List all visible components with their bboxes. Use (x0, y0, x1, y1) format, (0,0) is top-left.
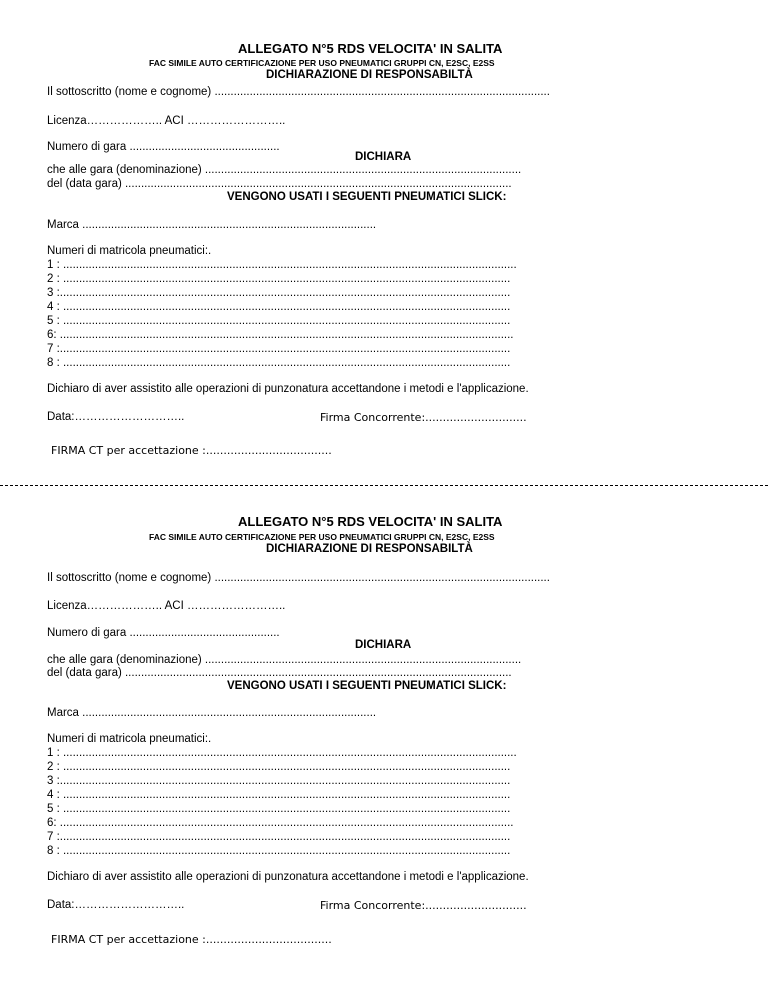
matricola-line: 8 : ............................................................................................................................................ (47, 845, 511, 857)
matricola-line: 3 :............................................................................................................................................. (47, 287, 511, 299)
cut-line-divider (0, 485, 768, 486)
form-title: ALLEGATO N°5 RDS VELOCITA' IN SALITA (238, 41, 503, 56)
form-heading: DICHIARAZIONE DI RESPONSABILTÀ (266, 543, 473, 555)
form-subtitle: FAC SIMILE AUTO CERTIFICAZIONE PER USO PNEUMATICI GRUPPI CN, E2SC, E2SS (149, 58, 495, 68)
sottoscritto-line: Il sottoscritto (nome e cognome) ......................................................................................................... (47, 86, 550, 98)
matricola-line: 8 : ............................................................................................................................................ (47, 357, 511, 369)
matricola-line: 2 : ............................................................................................................................................ (47, 761, 511, 773)
dichiara-heading: DICHIARA (355, 151, 412, 163)
vengono-heading: VENGONO USATI I SEGUENTI PNEUMATICI SLICK: (227, 191, 507, 203)
firma-ct-line: FIRMA CT per accettazione :.................................... (51, 444, 332, 457)
matricola-line: 2 : ............................................................................................................................................ (47, 273, 511, 285)
matricola-line: 6: .............................................................................................................................................. (47, 329, 514, 341)
form-title: ALLEGATO N°5 RDS VELOCITA' IN SALITA (238, 514, 503, 529)
sottoscritto-line: Il sottoscritto (nome e cognome) ......................................................................................................... (47, 572, 550, 584)
matricola-line: 1 : .............................................................................................................................................. (47, 259, 517, 271)
form-heading: DICHIARAZIONE DI RESPONSABILTÀ (266, 69, 473, 81)
dichiara-heading: DICHIARA (355, 639, 412, 651)
licenza-line: Licenza……………….. ACI …………………….. (47, 600, 286, 612)
matricola-line: 4 : ............................................................................................................................................ (47, 301, 511, 313)
matricola-line: 5 : ............................................................................................................................................ (47, 803, 511, 815)
gara-denominazione-line: che alle gara (denominazione) ................................................................................................... (47, 654, 522, 666)
data-gara-line: del (data gara) ......................................................................................................................... (47, 667, 512, 679)
data-gara-line: del (data gara) ......................................................................................................................... (47, 178, 512, 190)
matricola-line: 1 : .............................................................................................................................................. (47, 747, 517, 759)
matricola-line: 4 : ............................................................................................................................................ (47, 789, 511, 801)
data-line: Data:……………………….. (47, 411, 185, 423)
vengono-heading: VENGONO USATI I SEGUENTI PNEUMATICI SLICK: (227, 680, 507, 692)
matricola-line: 3 :............................................................................................................................................. (47, 775, 511, 787)
data-line: Data:……………………….. (47, 899, 185, 911)
dichiaro-statement: Dichiaro di aver assistito alle operazioni di punzonatura accettandone i metodi e l'applicazione. (47, 383, 529, 395)
form-subtitle: FAC SIMILE AUTO CERTIFICAZIONE PER USO PNEUMATICI GRUPPI CN, E2SC, E2SS (149, 532, 495, 542)
gara-denominazione-line: che alle gara (denominazione) ................................................................................................... (47, 164, 522, 176)
numero-gara-line: Numero di gara ............................................... (47, 141, 280, 153)
firma-concorrente-line: Firma Concorrente:............................. (320, 899, 527, 912)
matricola-line: 6: .............................................................................................................................................. (47, 817, 514, 829)
dichiaro-statement: Dichiaro di aver assistito alle operazioni di punzonatura accettandone i metodi e l'applicazione. (47, 871, 529, 883)
numero-gara-line: Numero di gara ............................................... (47, 627, 280, 639)
matricola-line: 7 :............................................................................................................................................. (47, 831, 511, 843)
matricola-line: 7 :............................................................................................................................................. (47, 343, 511, 355)
matricola-line: 5 : ............................................................................................................................................ (47, 315, 511, 327)
firma-ct-line: FIRMA CT per accettazione :.................................... (51, 933, 332, 946)
numeri-label: Numeri di matricola pneumatici:. (47, 245, 212, 257)
marca-line: Marca ............................................................................................ (47, 219, 377, 231)
marca-line: Marca ............................................................................................ (47, 707, 377, 719)
licenza-line: Licenza……………….. ACI …………………….. (47, 115, 286, 127)
numeri-label: Numeri di matricola pneumatici:. (47, 733, 212, 745)
firma-concorrente-line: Firma Concorrente:............................. (320, 411, 527, 424)
